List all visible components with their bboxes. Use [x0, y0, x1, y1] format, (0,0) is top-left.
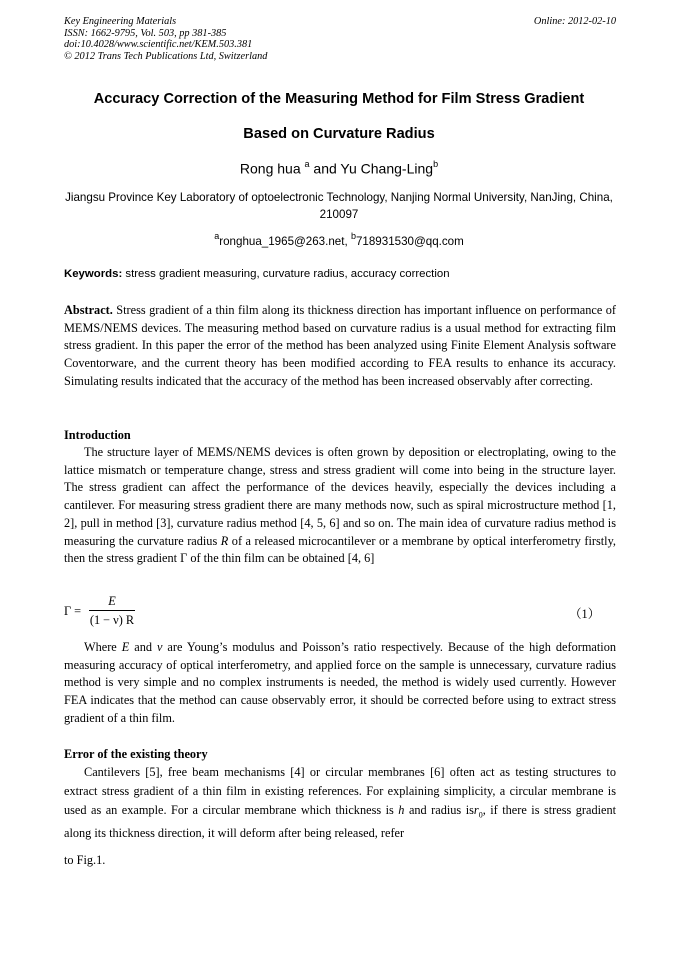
error-paragraph [64, 763, 616, 843]
abstract-label: Abstract. [64, 303, 113, 317]
figure-reference: to Fig.1. [64, 853, 106, 867]
error-heading: Error of the existing theory [64, 747, 208, 761]
email-a-sup: a [214, 231, 220, 241]
paper-title-line1: Accuracy Correction of the Measuring Method for Film Stress Gradient [93, 91, 585, 107]
copyright-line: © 2012 Trans Tech Publications Ltd, Switzerland [64, 50, 268, 62]
error-text-c: is [465, 803, 474, 817]
author-and: and [313, 160, 337, 177]
author-2-sup: b [433, 159, 439, 169]
where-text-b: are Young’s modulus and Poisson’s ratio respectively. Because of the high deformation measuring accuracy of optical interferometry, and applied force on the sample is unnecessary, curvature radius method is very simple and no complex instruments is needed, the method is widely used currently. However FEA indicates that the method can cause observably error, it should be corrected before using to extract stress gradient of a thin film. [64, 640, 616, 725]
equation-denominator: (1 − ν) R [89, 613, 135, 627]
equation-lhs: Γ = [64, 604, 82, 618]
error-text-d: , if there is stress gradient along its thickness direction, it will deform after being released, refer [64, 803, 617, 841]
author-1: Rong hua [239, 160, 301, 177]
keywords-label: Keywords: [64, 268, 123, 280]
journal-name: Key Engineering Materials [64, 16, 177, 27]
author-1-sup: a [304, 159, 310, 169]
symbol-h: h [398, 803, 405, 817]
doi-line: doi:10.4028/www.scientific.net/KEM.503.381 [64, 39, 253, 51]
equation-fraction [88, 594, 136, 628]
equation-1 [64, 594, 616, 630]
journal-header [64, 16, 616, 62]
keywords [64, 268, 616, 280]
intro-text-c: of the thin film can be obtained [4, 6] [190, 551, 375, 566]
symbol-r0-sub: 0 [478, 810, 483, 820]
symbol-r0: r [473, 803, 479, 817]
intro-paragraph [64, 444, 616, 568]
equation-numerator: E [108, 594, 116, 608]
author-line [40, 160, 638, 177]
email-b-sup: b [350, 231, 356, 241]
symbol-E: E [121, 640, 130, 654]
email-b[interactable]: 718931530@qq.com [355, 234, 464, 248]
affiliation: Jiangsu Province Key Laboratory of optoelectronic Technology, Nanjing Normal University, NanJing, China, 210097 [65, 191, 613, 221]
intro-heading: Introduction [64, 428, 131, 442]
paper-title-line2: Based on Curvature Radius [243, 126, 435, 142]
where-and: and [134, 640, 152, 654]
where-paragraph [64, 639, 616, 728]
online-date: Online: 2012-02-10 [533, 16, 616, 27]
symbol-gamma: Γ [180, 551, 188, 566]
keywords-text: stress gradient measuring, curvature radius, accuracy correction [125, 268, 450, 280]
email-a[interactable]: ronghua_1965@263.net, [219, 234, 348, 248]
email-line [40, 232, 638, 248]
where-text-a: Where [84, 640, 117, 654]
error-text-b: and radius [408, 803, 462, 817]
symbol-nu: ν [156, 640, 163, 654]
intro-text-b: of a released microcantilever or a membrane by optical interferometry firstly, then the stress gradient [64, 533, 617, 566]
abstract [64, 302, 616, 391]
intro-text-a: The structure layer of MEMS/NEMS devices is often grown by deposition or electroplating, owing to the lattice mismatch or temperature change, stress and stress gradient will come into being in the structure layer. The stress gradient can affect the performance of the devices heavily, especially the devices including a cantilever. For measuring stress gradient there are many methods now, such as spiral microstructure method [1, 2], pull in method [3], curvature radius method [4, 5, 6] and so on. The main idea of curvature radius method is measuring the curvature radius [64, 445, 616, 548]
error-text-a: Cantilevers [5], free beam mechanisms [4] or circular membranes [6] often act as testing structures to extract stress gradient of a thin film in existing references. For explaining simplicity, a circular membrane is used as an example. For a circular membrane which thickness is [64, 765, 616, 817]
symbol-R: R [220, 533, 229, 548]
author-2: Yu Chang-Ling [340, 160, 434, 177]
equation-number: （1） [569, 607, 600, 621]
issn-line: ISSN: 1662-9795, Vol. 503, pp 381-385 [64, 27, 227, 39]
abstract-text: Stress gradient of a thin film along its thickness direction has important influence on performance of MEMS/NEMS devices. The measuring method based on curvature radius is a usual method for extracting film stress gradient. In this paper the error of the method has been analyzed using Finite Element Analysis software Coventorware, and the current theory has been modified according to FEA results to enhance its accuracy. Simulating results indicated that the accuracy of the method has been increased observably after correcting. [64, 303, 616, 388]
